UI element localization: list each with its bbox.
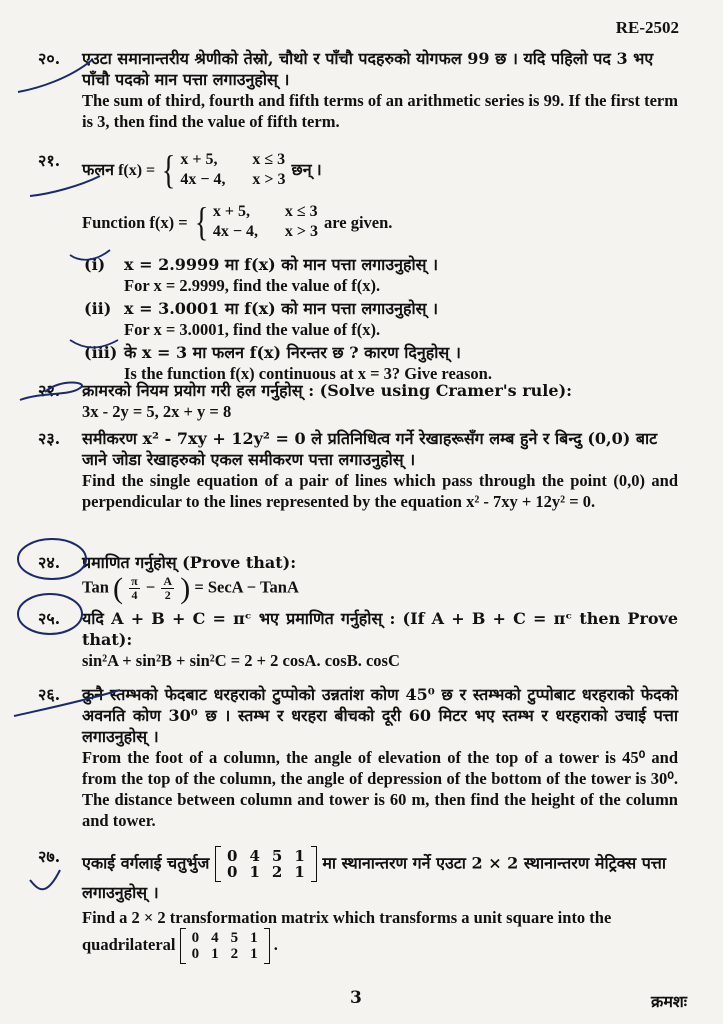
paper-code: RE-2502 <box>615 18 679 37</box>
question-text-nepali: प्रमाणित गर्नुहोस् (Prove that): <box>82 553 297 572</box>
sub-question-label: (i) <box>84 255 106 274</box>
question-text-english <box>82 907 678 964</box>
sub-question-text-nepali: के x = 3 मा फलन f(x) निरन्तर छ ? कारण दिनुहोस् । <box>124 343 461 362</box>
case-2-expression: 4x − 4, <box>212 223 258 240</box>
sub-question-text-nepali: x = 2.9999 मा f(x) को मान पत्ता लगाउनुहोस् । <box>124 255 439 274</box>
matrix-cell: 2 <box>271 863 283 881</box>
matrix-right-bracket-icon <box>264 928 270 964</box>
text-before-matrix: एकाई वर्गलाई चतुर्भुज <box>82 853 210 873</box>
sub-question-label: (ii) <box>84 299 112 318</box>
matrix-right-bracket-icon <box>311 846 317 882</box>
question-24 <box>38 552 678 605</box>
case-2-expression: 4x − 4, <box>180 171 226 188</box>
page-number: 3 <box>350 988 362 1008</box>
identity-rhs: = SecA − TanA <box>194 577 299 597</box>
function-suffix-english: are given. <box>323 212 393 232</box>
text-before-matrix: Find a 2 × 2 transformation matrix which transforms a unit square into the quadrilateral <box>82 908 612 954</box>
question-number: २०. <box>38 49 61 68</box>
fraction-a-over-2 <box>161 575 174 602</box>
matrix-cell: 5 <box>230 930 239 946</box>
question-number: २६. <box>38 685 61 704</box>
fraction-pi-over-4 <box>129 575 140 602</box>
sub-question-iii <box>84 342 678 384</box>
question-text-english: From the foot of a column, the angle of elevation of the top of a tower is 45⁰ and from the top of the column, the angle of depression of the bottom of the tower is 30⁰. The distance between column and tower is 60 m, then find the height of the column and tower. <box>82 748 678 830</box>
question-23 <box>38 428 678 512</box>
matrix-cell: 0 <box>227 863 238 881</box>
question-21 <box>38 147 678 384</box>
matrix-cell: 1 <box>250 930 258 946</box>
question-number: २४. <box>38 553 61 572</box>
close-paren-icon: ) <box>180 572 191 605</box>
function-definition-english <box>82 199 678 250</box>
question-text-nepali <box>82 846 678 903</box>
question-text-nepali: यदि A + B + C = πᶜ भए प्रमाणित गर्नुहोस् : (If A + B + C = πᶜ then Prove that): <box>82 609 678 649</box>
function-suffix-nepali: छन् । <box>291 161 322 179</box>
question-22 <box>38 380 678 422</box>
sub-question-text-english: Is the function f(x) continuous at x = 3? Give reason. <box>124 364 492 383</box>
text-after-matrix: . <box>273 934 278 954</box>
identity-equation <box>82 572 678 605</box>
matrix-cell: 0 <box>227 847 238 865</box>
sub-question-ii <box>84 298 678 340</box>
sub-question-text-nepali: x = 3.0001 मा f(x) को मान पत्ता लगाउनुहोस् । <box>124 299 439 318</box>
text-after-matrix: मा स्थानान्तरण गर्ने एउटा 2 × 2 स्थानान्तरण मेट्रिक्स पत्ता लगाउनुहोस् । <box>82 853 666 902</box>
question-number: २१. <box>38 151 61 170</box>
matrix-cell: 4 <box>211 930 219 946</box>
case-2-condition: x > 3 <box>252 171 286 188</box>
denominator: 4 <box>131 588 138 602</box>
case-1-condition: x ≤ 3 <box>284 203 318 220</box>
matrix-cell: 1 <box>249 863 260 881</box>
minus-sign: − <box>145 577 156 597</box>
denominator: 2 <box>164 588 171 602</box>
matrix-cell: 1 <box>294 847 305 865</box>
identity-equation: sin²A + sin²B + sin²C = 2 + 2 cosA. cosB. cosC <box>82 651 400 670</box>
quadrilateral-matrix <box>180 928 270 964</box>
sub-question-label: (iii) <box>84 343 118 362</box>
piecewise-cases <box>213 202 318 242</box>
question-number: २७. <box>38 847 61 866</box>
question-text-english: The sum of third, fourth and fifth terms of an arithmetic series is 99. If the first term is 3, then find the value of fifth term. <box>82 91 678 131</box>
left-brace-icon: { <box>162 147 176 192</box>
question-text-nepali: क्रामरको नियम प्रयोग गरी हल गर्नुहोस् : (Solve using Cramer's rule): <box>82 381 573 400</box>
question-number: २३. <box>38 429 61 448</box>
left-brace-icon: { <box>194 199 208 244</box>
continued-label: क्रमशः <box>651 992 687 1011</box>
question-text-nepali: कुनै स्तम्भको फेदबाट धरहराको टुप्पोको उन्नतांश कोण 45⁰ छ र स्तम्भको टुप्पोबाट धरहराको फेदको अवनति कोण 30⁰ छ । स्तम्भ र धरहरा बीचको दूरी 60 मिटर भए स्तम्भ र धरहराको उचाई पत्ता लगाउनुहोस् । <box>82 685 678 746</box>
equation-system: 3x - 2y = 5, 2x + y = 8 <box>82 402 232 421</box>
case-2-condition: x > 3 <box>284 223 318 240</box>
quadrilateral-matrix <box>215 846 317 882</box>
question-text-nepali: एउटा समानान्तरीय श्रेणीको तेस्रो, चौथो र पाँचौ पदहरुको योगफल 99 छ । यदि पहिलो पद 3 भए पाँचौ पदको मान पत्ता लगाउनुहोस् । <box>82 49 654 89</box>
matrix-cell: 4 <box>249 847 260 865</box>
question-25 <box>38 608 678 671</box>
case-1-condition: x ≤ 3 <box>252 151 286 168</box>
matrix-cell: 0 <box>191 946 200 962</box>
matrix-cell: 1 <box>211 946 219 962</box>
open-paren-icon: ( <box>113 572 124 605</box>
tan-label: Tan <box>82 577 109 597</box>
question-27 <box>38 846 678 964</box>
function-prefix-english: Function f(x) = <box>82 212 188 232</box>
sub-question-text-english: For x = 3.0001, find the value of f(x). <box>124 320 381 339</box>
sub-question-text-english: For x = 2.9999, find the value of f(x). <box>124 276 381 295</box>
matrix-cell: 0 <box>191 930 200 946</box>
function-prefix-nepali: फलन f(x) = <box>82 161 156 179</box>
question-number: २५. <box>38 609 61 628</box>
matrix-cell: 1 <box>294 863 305 881</box>
case-1-expression: x + 5, <box>212 203 250 220</box>
question-text-english: Find the single equation of a pair of lines which pass through the point (0,0) and perpendicular to the lines represented by the equation x² - 7xy + 12y² = 0. <box>82 471 678 511</box>
numerator: π <box>131 574 138 588</box>
numerator: A <box>163 574 173 588</box>
question-number: २२. <box>38 381 61 400</box>
case-1-expression: x + 5, <box>180 151 218 168</box>
question-26 <box>38 684 678 831</box>
question-20 <box>38 48 678 132</box>
matrix-cell: 1 <box>250 946 258 962</box>
function-definition-nepali <box>82 147 678 196</box>
sub-question-i <box>84 254 678 296</box>
question-text-nepali: समीकरण x² - 7xy + 12y² = 0 ले प्रतिनिधित्व गर्ने रेखाहरूसँग लम्ब हुने र बिन्दु (0,0) बाट जाने जोडा रेखाहरुको एकल समीकरण पत्ता लगाउनुहोस् । <box>82 429 658 469</box>
piecewise-cases <box>180 150 285 190</box>
matrix-cell: 2 <box>230 946 239 962</box>
matrix-cell: 5 <box>271 847 283 865</box>
